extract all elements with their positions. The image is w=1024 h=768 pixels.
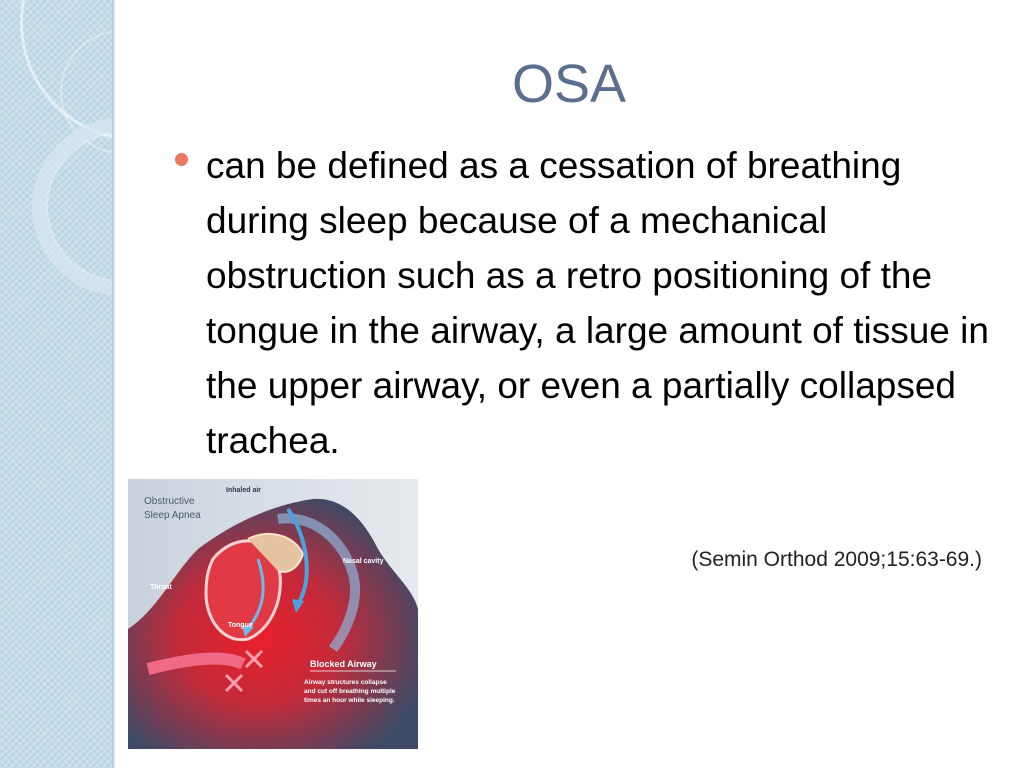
label-nasal-cavity: Nasal cavity: [343, 558, 384, 565]
citation: (Semin Orthod 2009;15:63-69.): [691, 548, 982, 571]
illustration-heading: Obstructive: [144, 496, 195, 507]
illustration-caption: Airway structures collapse: [304, 679, 387, 686]
illustration-heading: Sleep Apnea: [144, 510, 201, 521]
illustration-caption: and cut off breathing multiple: [304, 688, 396, 695]
label-tongue: Tongue: [228, 622, 253, 629]
label-blocked-airway: Blocked Airway: [310, 659, 377, 669]
decorative-ring: [32, 118, 114, 296]
illustration-caption: times an hour while sleeping.: [304, 697, 395, 704]
slide-title: OSA: [511, 54, 627, 114]
bullet-text: can be defined as a cessation of breathing during sleep because of a mechanical obstruction such as a retro positioning of the tongue in the airway, a large amount of tissue in the upper airway, or even a partially collapsed trachea.: [206, 145, 989, 461]
label-throat: Throat: [150, 584, 172, 591]
label-inhaled-air: Inhaled air: [226, 487, 262, 494]
bullet-icon: [175, 153, 188, 166]
decorative-side-panel: [0, 0, 114, 768]
sleep-apnea-illustration: [128, 479, 418, 749]
